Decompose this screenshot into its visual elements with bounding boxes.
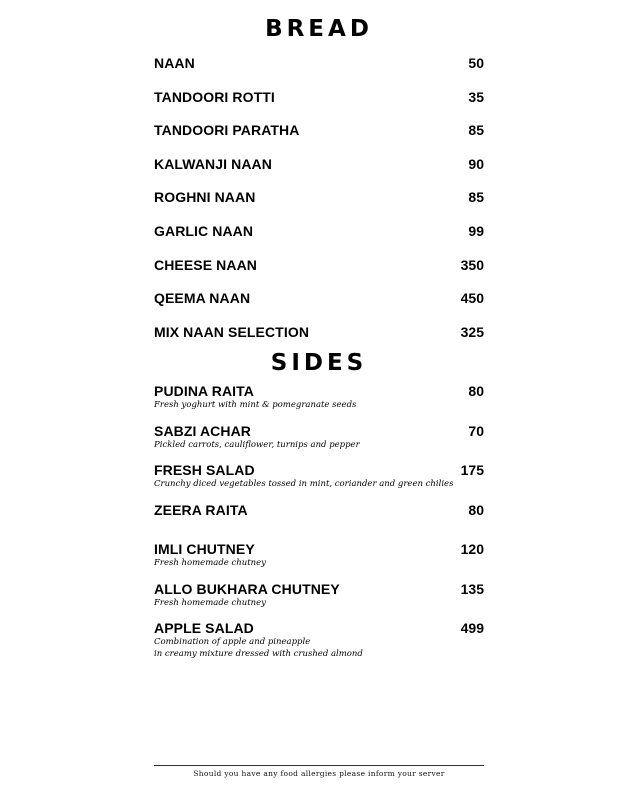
item-description: Crunchy diced vegetables tossed in mint, coriander and green chilies xyxy=(154,479,454,489)
item-name: QEEMA NAAN xyxy=(154,290,251,306)
item-description: Fresh homemade chutney xyxy=(154,598,266,608)
item-name: ZEERA RAITA xyxy=(154,502,248,518)
item-name: PUDINA RAITA xyxy=(154,383,254,399)
item-price: 70 xyxy=(468,423,484,439)
item-price: 450 xyxy=(460,290,484,306)
item-name: MIX NAAN SELECTION xyxy=(154,324,310,340)
item-price: 499 xyxy=(460,620,484,636)
item-description: Fresh yoghurt with mint & pomegranate seeds xyxy=(154,400,357,410)
item-price: 135 xyxy=(460,581,484,597)
item-name: APPLE SALAD xyxy=(154,620,254,636)
item-name: CHEESE NAAN xyxy=(154,257,258,273)
item-name: NAAN xyxy=(154,55,195,71)
item-description: Fresh homemade chutney xyxy=(154,558,266,568)
item-price: 175 xyxy=(460,462,484,478)
item-description: Pickled carrots, cauliflower, turnips and pepper xyxy=(154,440,360,450)
item-name: SABZI ACHAR xyxy=(154,423,252,439)
item-price: 85 xyxy=(468,122,484,138)
item-name: ROGHNI NAAN xyxy=(154,189,256,205)
item-name: TANDOORI ROTTI xyxy=(154,89,275,105)
item-price: 85 xyxy=(468,189,484,205)
item-name: FRESH SALAD xyxy=(154,462,255,478)
item-price: 35 xyxy=(468,89,484,105)
item-name: ALLO BUKHARA CHUTNEY xyxy=(154,581,340,597)
item-price: 50 xyxy=(468,55,484,71)
item-price: 80 xyxy=(468,502,484,518)
item-description: Combination of apple and pineapple xyxy=(154,637,311,647)
item-name: IMLI CHUTNEY xyxy=(154,541,255,557)
item-price: 80 xyxy=(468,383,484,399)
allergy-notice: Should you have any food allergies please inform your server xyxy=(193,769,445,778)
item-price: 99 xyxy=(468,223,484,239)
item-price: 325 xyxy=(460,324,484,340)
item-name: GARLIC NAAN xyxy=(154,223,254,239)
item-price: 350 xyxy=(460,257,484,273)
item-name: KALWANJI NAAN xyxy=(154,156,272,172)
footer-divider xyxy=(154,765,484,766)
bread-section-title: BREAD xyxy=(265,16,373,42)
sides-section-title: SIDES xyxy=(270,350,368,376)
item-name: TANDOORI PARATHA xyxy=(154,122,300,138)
item-price: 90 xyxy=(468,156,484,172)
item-description: in creamy mixture dressed with crushed almond xyxy=(154,649,363,659)
item-price: 120 xyxy=(460,541,484,557)
